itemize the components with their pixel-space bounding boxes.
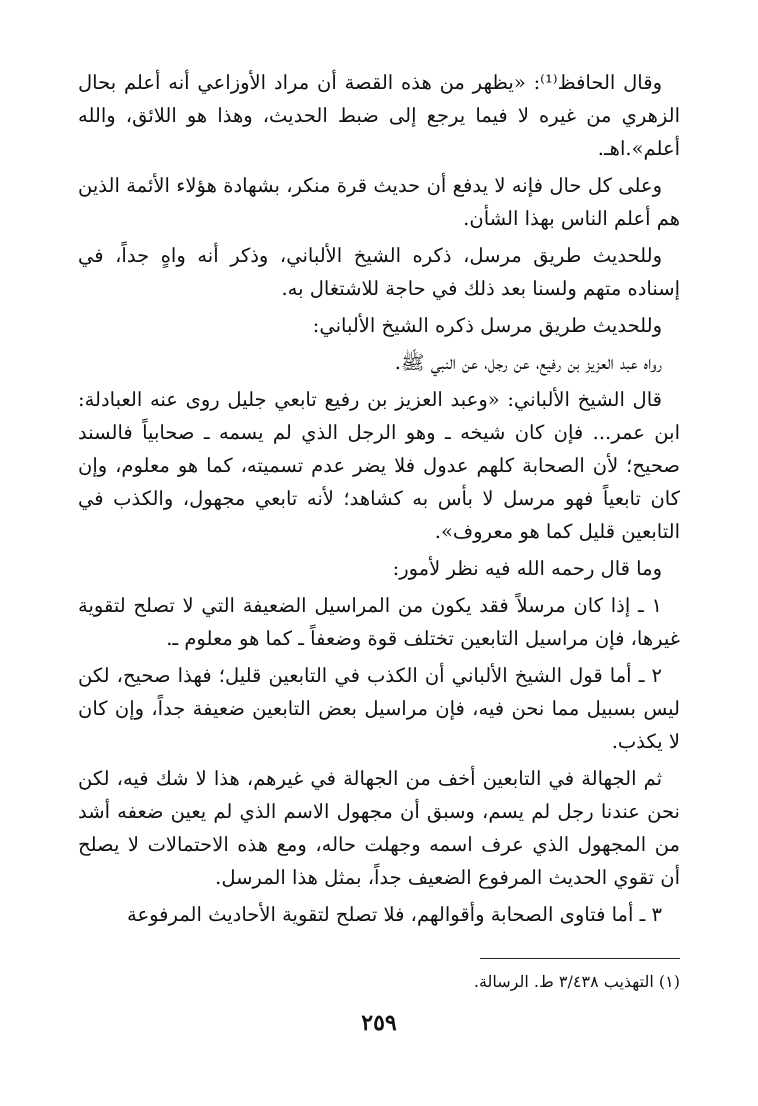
paragraph-jahala: ثم الجهالة في التابعين أخف من الجهالة في غيرهم، هذا لا شك فيه، لكن نحن عندنا رجل لم يسم، وسبق أن مجهول الاسم الذي لم يعين ضعفه أشد من المجهول الذي عرف اسمه وجهلت حاله، ومع هذه الاحتمالات لا يصلح أن تقوي الحديث المرفوع الضعيف جداً، بمثل هذا المرسل. xyxy=(78,767,680,889)
paragraph-qurra-hadith: وعلى كل حال فإنه لا يدفع أن حديث قرة منكر، بشهادة هؤلاء الأئمة الذين هم أعلم الناس بهذا الشأن. xyxy=(78,174,680,230)
paragraph-mursal-route-intro: وللحديث طريق مرسل ذكره الشيخ الألباني: xyxy=(312,314,662,337)
paragraph-point-2: ٢ ـ أما قول الشيخ الألباني أن الكذب في التابعين قليل؛ فهذا صحيح، لكن ليس بسبيل مما نحن فيه، فإن مراسيل بعض التابعين ضعيفة جداً، وإن كان لا يكذب. xyxy=(78,664,680,753)
paragraph-critique-intro: وما قال رحمه الله فيه نظر لأمور: xyxy=(392,557,662,580)
paragraph-narration: رواه عبد العزيز بن رفيع، عن رجل، عن النبي ﷺ. xyxy=(394,351,662,374)
paragraph-point-3: ٣ ـ أما فتاوى الصحابة وأقوالهم، فلا تصلح لتقوية الأحاديث المرفوعة xyxy=(127,903,662,926)
paragraph-albani-quote: قال الشيخ الألباني: «وعبد العزيز بن رفيع تابعي جليل روى عنه العبادلة: ابن عمر... فإن كان شيخه ـ وهو الرجل الذي لم يسمه ـ صحابياً فالسند صحيح؛ لأن الصحابة كلهم عدول فلا يضر عدم تسميته، كما هو معلوم، وإن كان تابعياً فهو مرسل لا بأس به كشاهد؛ لأنه تابعي مجهول، والكذب في التابعين قليل كما هو معروف». xyxy=(78,388,680,543)
main-text xyxy=(78,66,680,935)
paragraph-point-1: ١ ـ إذا كان مرسلاً فقد يكون من المراسيل الضعيفة التي لا تصلح لتقوية غيرها، فإن مراسيل التابعين تختلف قوة وضعفاً ـ كما هو معلوم ـ. xyxy=(78,594,680,650)
paragraph-hafiz-quote: وقال الحافظ⁽¹⁾: «يظهر من هذه القصة أن مراد الأوزاعي أنه أعلم بحال الزهري من غيره لا فيما يرجع إلى ضبط الحديث، وهذا هو اللائق، والله أعلم».اهـ. xyxy=(78,71,680,160)
page-number: ٢٥٩ xyxy=(361,1010,397,1036)
paragraph-mursal-route-weak: وللحديث طريق مرسل، ذكره الشيخ الألباني، وذكر أنه واهٍ جداً، في إسناده متهم ولسنا بعد ذلك في حاجة للاشتغال به. xyxy=(78,244,680,300)
footnote-divider xyxy=(480,958,680,959)
footnote: (١) التهذيب ٣/٤٣٨ ط. الرسالة. xyxy=(473,972,680,991)
